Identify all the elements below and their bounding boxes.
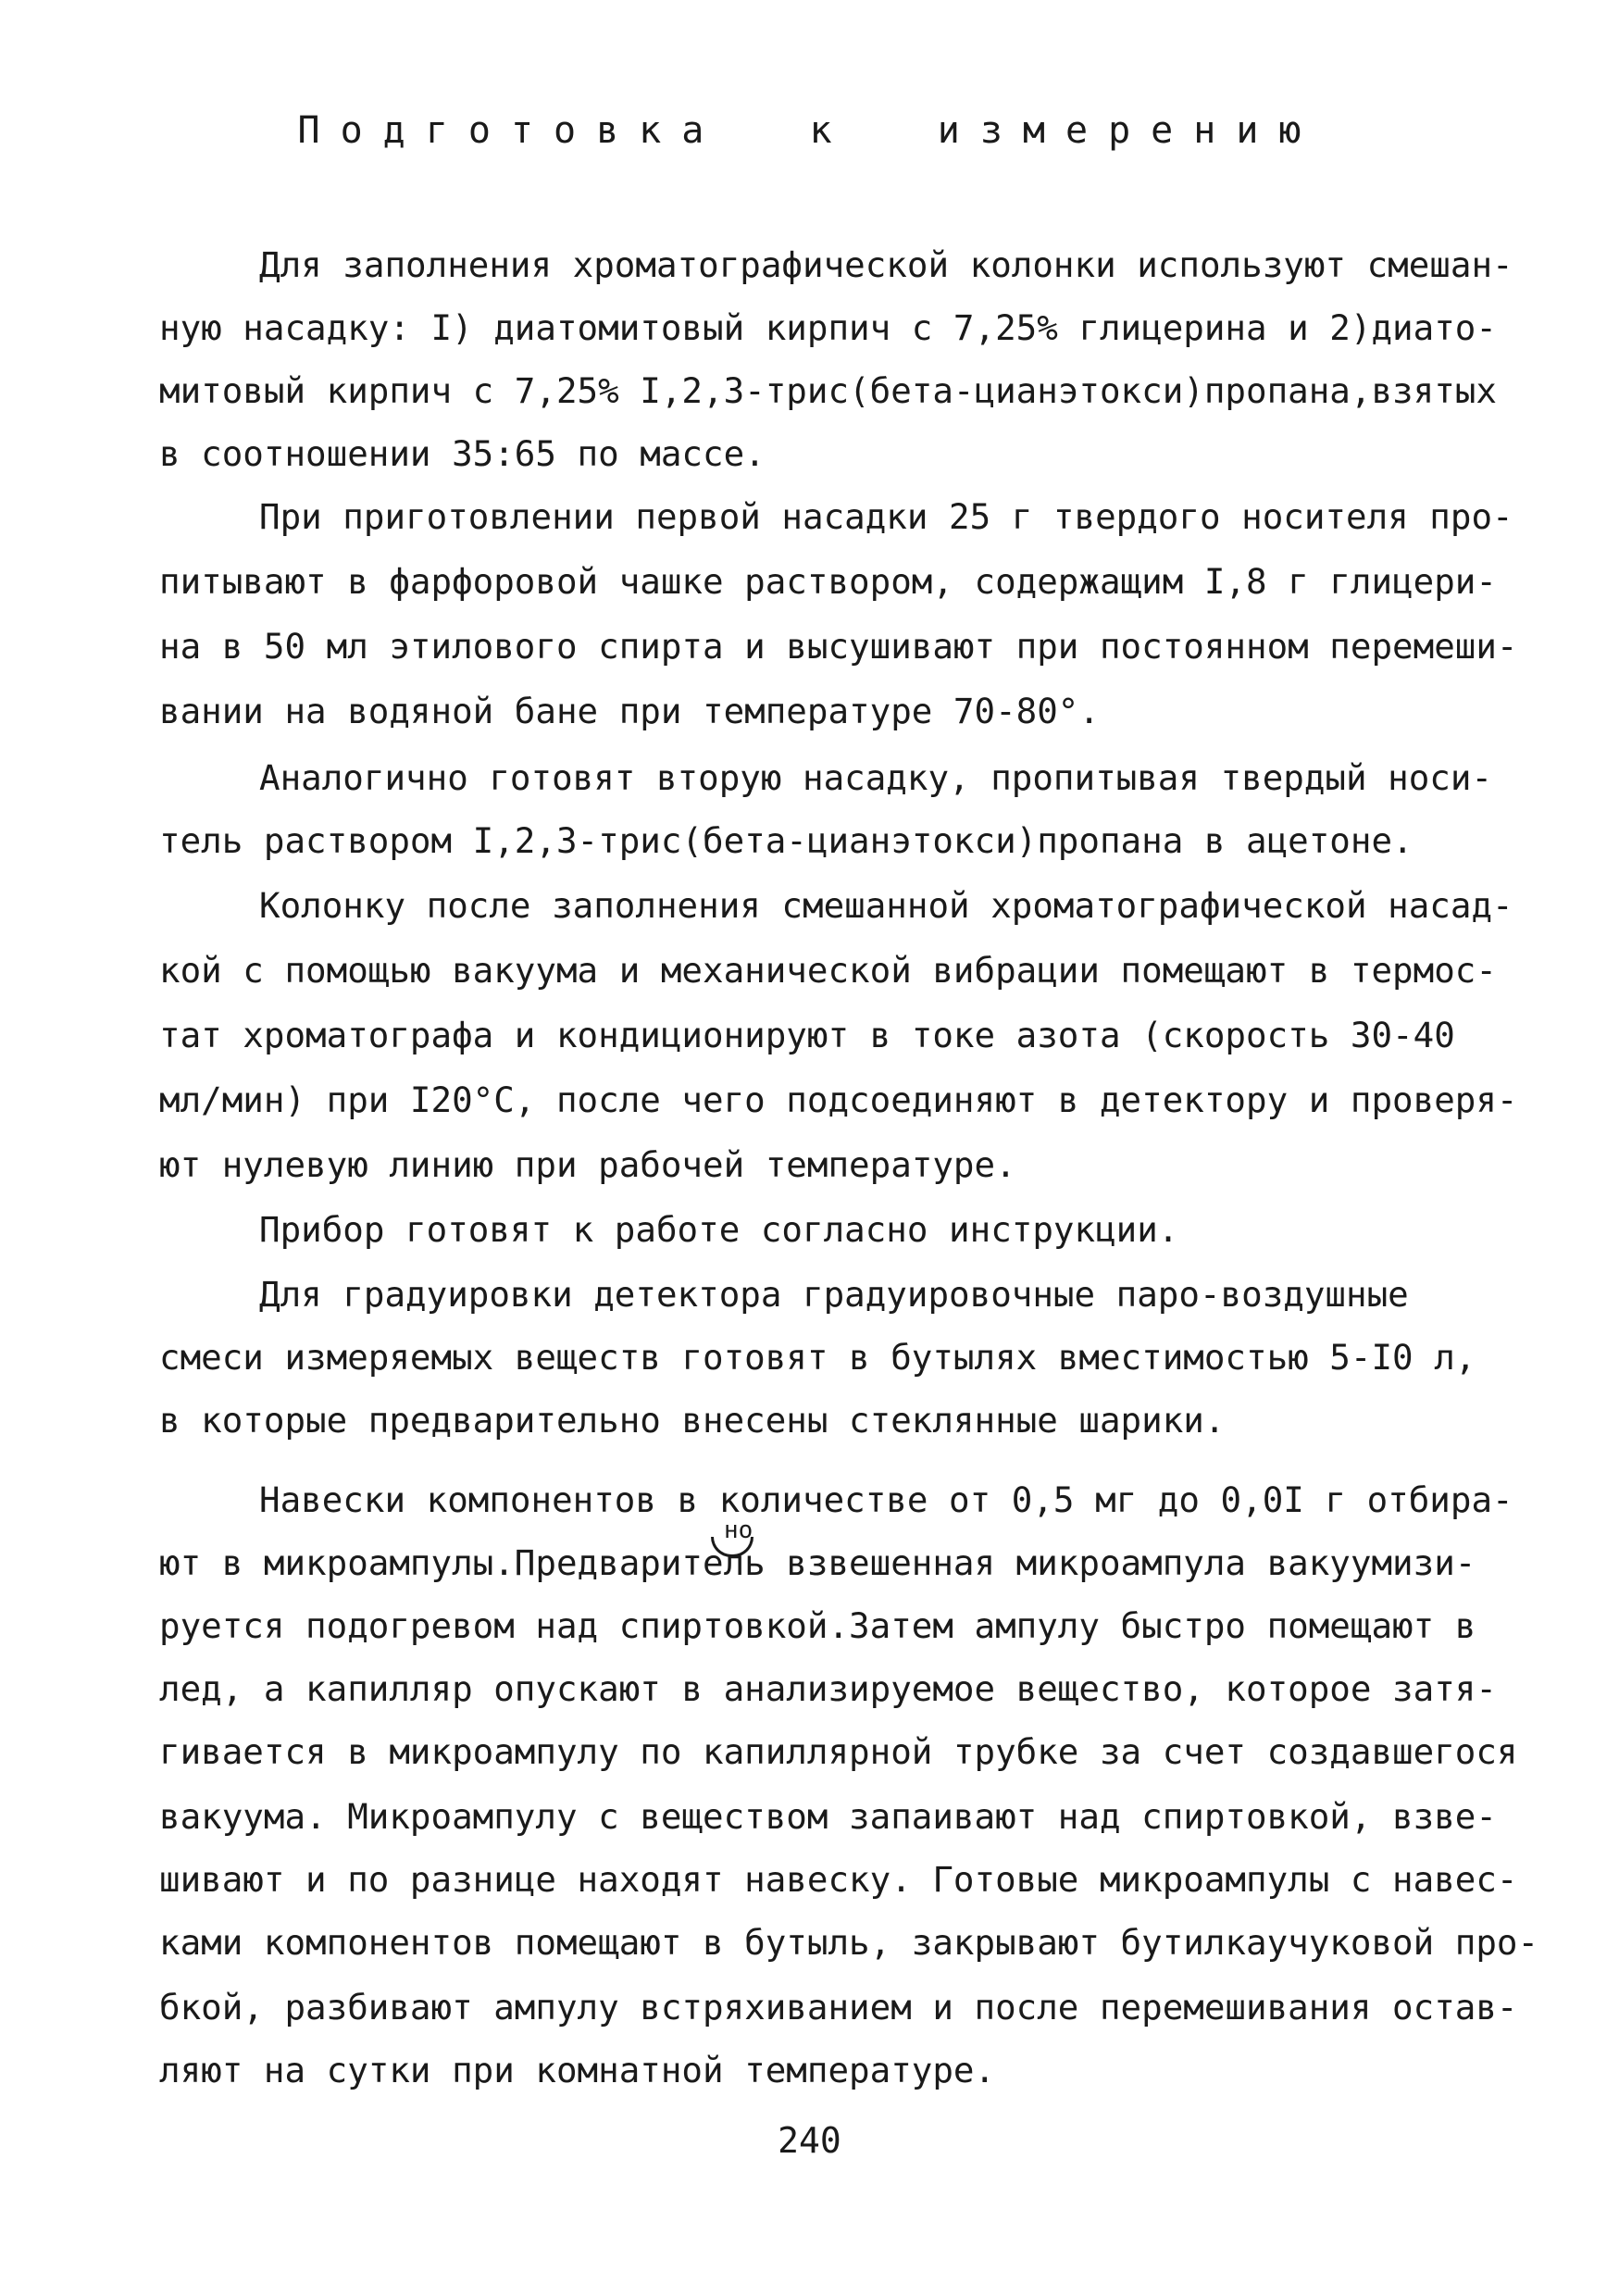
text-line: вакуума. Микроампулу с веществом запаивают над спиртовкой, взве-	[159, 1796, 1497, 1837]
text-line: ками компонентов помещают в бутыль, закрывают бутилкаучуковой про-	[159, 1922, 1539, 1963]
text-line: в соотношении 35:65 по массе.	[159, 433, 766, 474]
text-line: тат хроматографа и кондиционируют в токе азота (скорость 30-40	[159, 1015, 1455, 1055]
text-line: лед, а капилляр опускают в анализируемое вещество, которое затя-	[159, 1668, 1497, 1709]
text-line: Прибор готовят к работе согласно инструкции.	[259, 1209, 1179, 1250]
text-line: в которые предварительно внесены стеклянные шарики.	[159, 1400, 1226, 1441]
text-line: ют в микроампулы.Предваритель взвешенная микроампула вакуумизи-	[159, 1542, 1476, 1583]
text-line: гивается в микроампулу по капиллярной трубке за счет создавшегося	[159, 1731, 1518, 1772]
text-line: Для градуировки детектора градуировочные паро-воздушные	[259, 1274, 1409, 1315]
section-title: Подготовка к измерению	[297, 109, 1322, 152]
text-line: Аналогично готовят вторую насадку, пропитывая твердый носи-	[259, 757, 1493, 798]
text-line: При приготовлении первой насадки 25 г твердого носителя про-	[259, 496, 1513, 537]
text-line: ляют на сутки при комнатной температуре.	[159, 2050, 996, 2090]
handwritten-insertion: но	[724, 1516, 753, 1544]
text-line: бкой, разбивают ампулу встряхиванием и после перемешивания остав-	[159, 1987, 1518, 2028]
text-line: Навески компонентов в количестве от 0,5 мг до 0,0I г отбира-	[259, 1479, 1513, 1520]
text-line: мл/мин) при I20°С, после чего подсоединяют в детектору и проверя-	[159, 1079, 1518, 1120]
text-line: кой с помощью вакуума и механической вибрации помещают в термос-	[159, 950, 1497, 991]
text-line: митовый кирпич с 7,25% I,2,3-трис(бета-цианэтокси)пропана,взятых	[159, 370, 1497, 411]
text-line: питывают в фарфоровой чашке раствором, содержащим I,8 г глицери-	[159, 561, 1497, 602]
text-line: тель раствором I,2,3-трис(бета-цианэтокси)пропана в ацетоне.	[159, 820, 1414, 861]
text-line: Для заполнения хроматографической колонки используют смешан-	[259, 244, 1513, 285]
text-line: Колонку после заполнения смешанной хроматографической насад-	[259, 885, 1513, 926]
text-line: вании на водяной бане при температуре 70-80°.	[159, 691, 1100, 731]
page-number: 240	[778, 2120, 841, 2161]
text-line: на в 50 мл этилового спирта и высушивают при постоянном перемеши-	[159, 626, 1518, 667]
text-line: ную насадку: I) диатомитовый кирпич с 7,25% глицерина и 2)диато-	[159, 307, 1497, 348]
text-line: руется подогревом над спиртовкой.Затем ампулу быстро помещают в	[159, 1605, 1476, 1646]
text-line: шивают и по разнице находят навеску. Готовые микроампулы с навес-	[159, 1859, 1518, 1900]
text-line: смеси измеряемых веществ готовят в бутылях вместимостью 5-I0 л,	[159, 1337, 1476, 1378]
text-line: ют нулевую линию при рабочей температуре.	[159, 1144, 1016, 1185]
